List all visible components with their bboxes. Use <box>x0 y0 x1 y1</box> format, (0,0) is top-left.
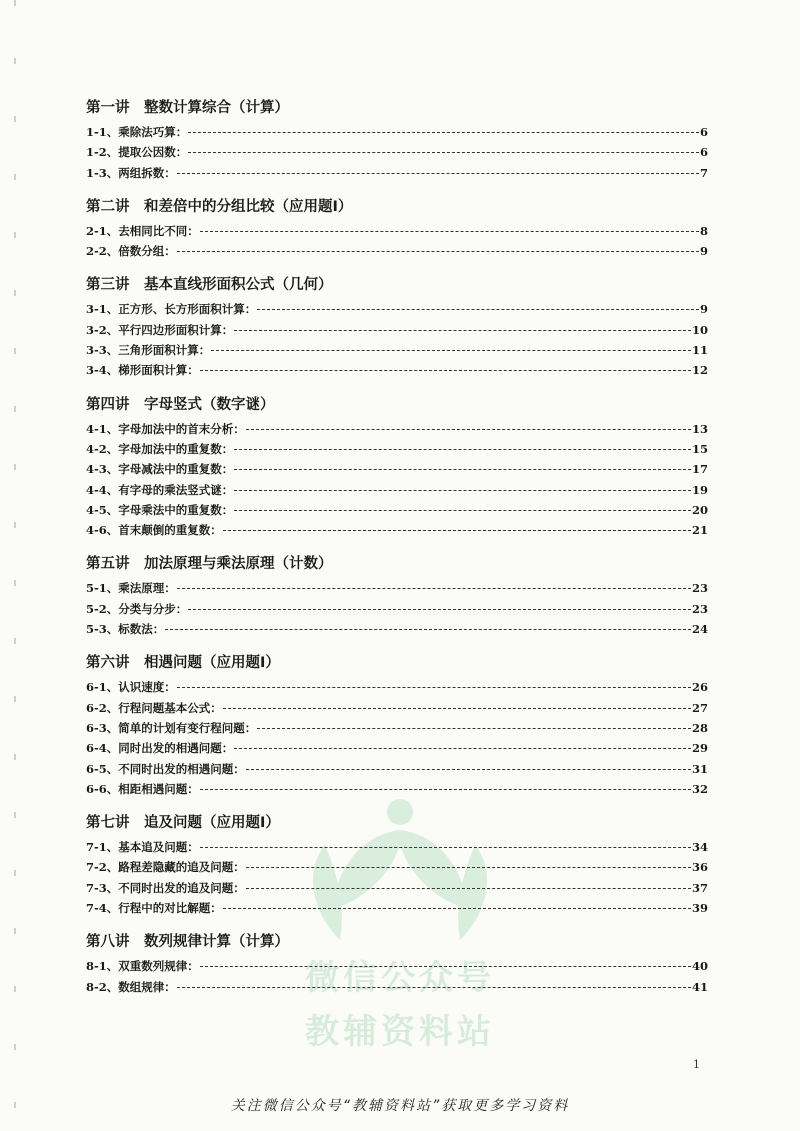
entry-title: 数组规律： <box>118 979 176 994</box>
entry-code: 4-3、 <box>86 462 119 477</box>
entry-title: 简单的计划有变行程问题： <box>118 720 257 735</box>
dotted-leader <box>165 629 691 630</box>
entry-code: 6-3、 <box>86 720 119 735</box>
chapter-section <box>86 196 708 262</box>
dotted-leader <box>246 429 691 430</box>
entry-title: 有字母的乘法竖式谜： <box>118 482 234 497</box>
entry-title: 乘法原理： <box>118 581 176 596</box>
toc-entry[interactable] <box>86 340 708 360</box>
entry-code: 3-1、 <box>86 302 119 317</box>
toc-entry[interactable] <box>86 221 708 241</box>
entry-page: 29 <box>691 741 708 756</box>
entry-title: 不同时出发的相遇问题： <box>118 761 245 776</box>
entry-page: 26 <box>691 680 708 695</box>
toc-entry[interactable] <box>86 677 708 697</box>
chapter-title: 第八讲 数列规律计算（计算） <box>86 934 289 951</box>
entry-code: 4-2、 <box>86 441 119 456</box>
entry-page: 9 <box>699 302 708 317</box>
toc-entry[interactable] <box>86 956 708 976</box>
toc-entry[interactable] <box>86 878 708 898</box>
toc-entry[interactable] <box>86 599 708 619</box>
dotted-leader <box>200 847 691 848</box>
page-edge <box>14 0 16 1131</box>
chapter-section <box>86 931 708 997</box>
entry-code: 5-1、 <box>86 581 119 596</box>
toc-entry[interactable] <box>86 857 708 877</box>
entry-code: 6-4、 <box>86 741 119 756</box>
entry-page: 28 <box>691 720 708 735</box>
entry-code: 2-2、 <box>86 244 119 259</box>
entry-page: 8 <box>699 223 708 238</box>
entry-page: 7 <box>699 165 708 180</box>
entry-title: 字母乘法中的重复数： <box>118 502 234 517</box>
dotted-leader <box>246 867 691 868</box>
entry-title: 字母减法中的重复数： <box>118 462 234 477</box>
entry-code: 6-5、 <box>86 761 119 776</box>
entry-page: 40 <box>691 959 708 974</box>
dotted-leader <box>223 530 691 531</box>
entry-title: 同时出发的相遇问题： <box>118 741 234 756</box>
toc-entry[interactable] <box>86 738 708 758</box>
toc-entry[interactable] <box>86 360 708 380</box>
entry-code: 2-1、 <box>86 223 119 238</box>
entry-title: 基本追及问题： <box>118 840 199 855</box>
entry-title: 正方形、长方形面积计算： <box>118 302 257 317</box>
entry-code: 5-2、 <box>86 601 119 616</box>
entry-page: 6 <box>699 125 708 139</box>
entry-code: 3-4、 <box>86 363 119 378</box>
toc-entry[interactable] <box>86 299 708 319</box>
entry-title: 分类与分步： <box>118 601 188 616</box>
toc-entry[interactable] <box>86 241 708 261</box>
dotted-leader <box>211 350 691 351</box>
entry-code: 4-6、 <box>86 523 119 538</box>
entry-code: 1-2、 <box>86 145 119 160</box>
dotted-leader <box>234 330 691 331</box>
toc-entry[interactable] <box>86 419 708 439</box>
entry-page: 34 <box>691 840 708 855</box>
entry-title: 标数法： <box>118 622 165 637</box>
entry-title: 行程问题基本公式： <box>118 700 222 715</box>
dotted-leader <box>234 469 691 470</box>
entry-page: 23 <box>691 581 708 596</box>
chapter-title: 第七讲 追及问题（应用题Ⅰ） <box>86 815 280 832</box>
dotted-leader <box>177 251 699 252</box>
entry-page: 31 <box>691 761 708 776</box>
entry-page: 15 <box>691 441 708 456</box>
toc-entry[interactable] <box>86 759 708 779</box>
entry-page: 17 <box>691 462 708 477</box>
entry-title: 字母加法中的首末分析： <box>118 421 245 436</box>
dotted-leader <box>223 908 691 909</box>
chapter-title: 第五讲 加法原理与乘法原理（计数） <box>86 556 333 573</box>
dotted-leader <box>234 449 691 450</box>
footer-note: 关注微信公众号“教辅资料站”获取更多学习资料 <box>230 1098 570 1114</box>
entry-page: 6 <box>699 145 708 160</box>
toc-entry[interactable] <box>86 837 708 857</box>
dotted-leader <box>177 687 691 688</box>
dotted-leader <box>188 609 691 610</box>
entry-code: 8-2、 <box>86 979 119 994</box>
entry-title: 平行四边形面积计算： <box>118 322 234 337</box>
dotted-leader <box>177 173 699 174</box>
dotted-leader <box>257 309 699 310</box>
entry-code: 5-3、 <box>86 622 119 637</box>
entry-page: 39 <box>691 901 708 916</box>
entry-title: 不同时出发的追及问题： <box>118 880 245 895</box>
entry-title: 双重数列规律： <box>118 959 199 974</box>
toc-entry[interactable] <box>86 163 708 183</box>
toc-entry[interactable] <box>86 578 708 598</box>
entry-code: 3-2、 <box>86 322 119 337</box>
entry-title: 认识速度： <box>118 680 176 695</box>
dotted-leader <box>200 966 691 967</box>
entry-title: 行程中的对比解题： <box>118 901 222 916</box>
chapter-title: 第四讲 字母竖式（数字谜） <box>86 396 275 413</box>
entry-code: 4-1、 <box>86 421 119 436</box>
dotted-leader <box>223 708 691 709</box>
entry-code: 7-3、 <box>86 880 119 895</box>
entry-page: 12 <box>691 363 708 378</box>
entry-code: 8-1、 <box>86 959 119 974</box>
entry-code: 7-1、 <box>86 840 119 855</box>
entry-code: 7-4、 <box>86 901 119 916</box>
entry-title: 三角形面积计算： <box>118 343 211 358</box>
dotted-leader <box>188 152 699 153</box>
dotted-leader <box>188 132 699 133</box>
entry-page: 21 <box>691 523 708 538</box>
toc-entry[interactable] <box>86 142 708 162</box>
chapter-title: 第六讲 相遇问题（应用题Ⅰ） <box>86 655 280 672</box>
entry-page: 37 <box>691 880 708 895</box>
entry-page: 11 <box>691 343 708 358</box>
watermark-line-1: 微信公众号 <box>305 958 495 998</box>
chapter-title: 第二讲 和差倍中的分组比较（应用题Ⅰ） <box>86 198 353 215</box>
page-number: 1 <box>693 1058 700 1071</box>
entry-title: 倍数分组： <box>118 244 176 259</box>
entry-page: 27 <box>691 700 708 715</box>
dotted-leader <box>200 231 699 232</box>
dotted-leader <box>246 769 691 770</box>
chapter-section <box>86 652 708 799</box>
entry-code: 4-4、 <box>86 482 119 497</box>
dotted-leader <box>246 888 691 889</box>
entry-title: 梯形面积计算： <box>118 363 199 378</box>
toc-entry[interactable] <box>86 718 708 738</box>
entry-code: 6-2、 <box>86 700 119 715</box>
entry-page: 32 <box>691 781 708 796</box>
table-of-contents <box>86 97 708 1010</box>
toc-entry[interactable] <box>86 520 708 540</box>
dotted-leader <box>234 748 691 749</box>
toc-entry[interactable] <box>86 320 708 340</box>
toc-entry[interactable] <box>86 779 708 799</box>
chapter-title: 第三讲 基本直线形面积公式（几何） <box>86 277 333 294</box>
toc-entry[interactable] <box>86 619 708 639</box>
entry-page: 9 <box>699 244 708 259</box>
entry-title: 两组拆数： <box>118 165 176 180</box>
chapter-section <box>86 553 708 639</box>
entry-code: 7-2、 <box>86 860 119 875</box>
toc-entry[interactable] <box>86 480 708 500</box>
dotted-leader <box>234 490 691 491</box>
chapter-section <box>86 394 708 541</box>
entry-title: 路程差隐藏的追及问题： <box>118 860 245 875</box>
entry-page: 23 <box>691 601 708 616</box>
entry-code: 4-5、 <box>86 502 119 517</box>
entry-page: 20 <box>691 502 708 517</box>
entry-page: 24 <box>691 622 708 637</box>
entry-title: 提取公因数： <box>118 145 188 160</box>
entry-title: 去相同比不同： <box>118 223 199 238</box>
dotted-leader <box>177 588 691 589</box>
chapter-section <box>86 812 708 918</box>
entry-title: 相距相遇问题： <box>118 781 199 796</box>
entry-page: 13 <box>691 421 708 436</box>
entry-code: 3-3、 <box>86 343 119 358</box>
dotted-leader <box>234 510 691 511</box>
toc-entry[interactable] <box>86 977 708 997</box>
toc-entry[interactable] <box>86 122 708 142</box>
entry-code: 6-6、 <box>86 781 119 796</box>
dotted-leader <box>177 987 691 988</box>
entry-code: 6-1、 <box>86 680 119 695</box>
toc-entry[interactable] <box>86 500 708 520</box>
entry-code: 1-3、 <box>86 165 119 180</box>
entry-title: 首末颠倒的重复数： <box>118 523 222 538</box>
entry-title: 字母加法中的重复数： <box>118 441 234 456</box>
entry-page: 41 <box>691 979 708 994</box>
dotted-leader <box>200 789 691 790</box>
dotted-leader <box>200 370 691 371</box>
entry-code: 1-1、 <box>86 125 119 139</box>
entry-page: 36 <box>691 860 708 875</box>
toc-entry[interactable] <box>86 459 708 479</box>
entry-page: 10 <box>691 322 708 337</box>
watermark-line-2: 教辅资料站 <box>305 1012 495 1052</box>
chapter-title: 第一讲 整数计算综合（计算） <box>86 100 289 116</box>
toc-entry[interactable] <box>86 698 708 718</box>
entry-page: 19 <box>691 482 708 497</box>
dotted-leader <box>257 728 691 729</box>
toc-entry[interactable] <box>86 898 708 918</box>
toc-entry[interactable] <box>86 439 708 459</box>
chapter-section <box>86 97 708 183</box>
entry-title: 乘除法巧算： <box>118 125 188 139</box>
chapter-section <box>86 274 708 380</box>
